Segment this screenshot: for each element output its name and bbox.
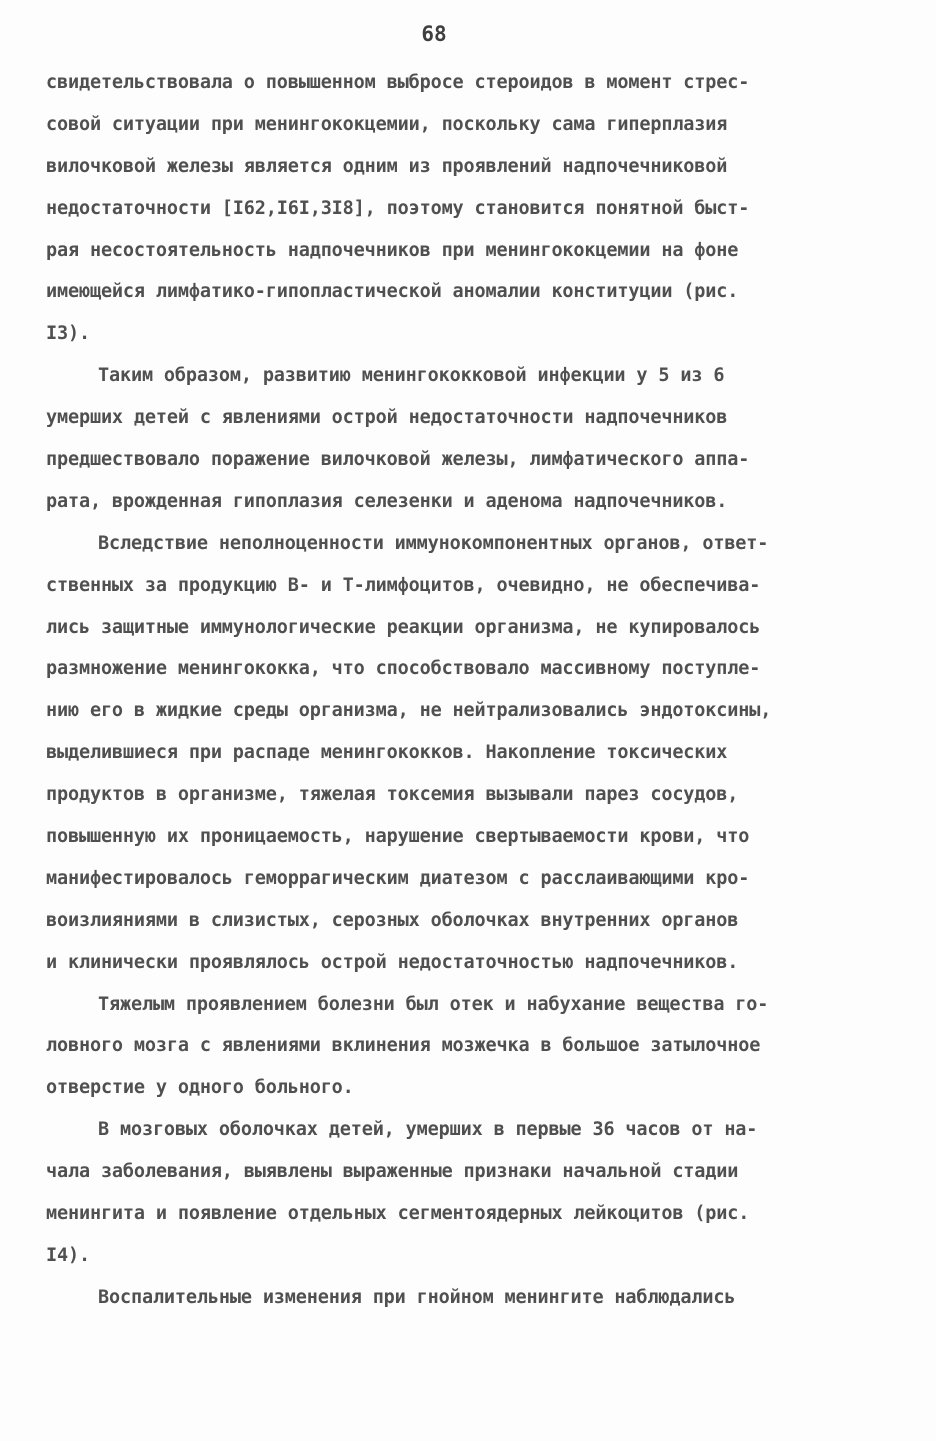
page-number: 68 — [421, 22, 447, 46]
text-line: имеющейся лимфатико-гипопластической аномалии конституции (рис. — [46, 281, 739, 303]
text-line: повышенную их проницаемость, нарушение свертываемости крови, что — [46, 826, 750, 848]
text-line: нию его в жидкие среды организма, не нейтрализовались эндотоксины, — [46, 700, 772, 722]
text-line: В мозговых оболочках детей, умерших в первые 36 часов от на- — [98, 1119, 758, 1141]
text-line: Воспалительные изменения при гнойном менингите наблюдались — [98, 1286, 736, 1308]
text-line: I3). — [46, 323, 90, 345]
text-line: отверстие у одного больного. — [46, 1077, 354, 1099]
text-line: ловного мозга с явлениями вклинения мозжечка в большое затылочное — [46, 1035, 761, 1057]
text-line: продуктов в организме, тяжелая токсемия вызывали парез сосудов, — [46, 784, 739, 806]
text-line: свидетельствовала о повышенном выбросе стероидов в момент стрес- — [46, 72, 750, 93]
text-line: лись защитные иммунологические реакции организма, не купировалось — [46, 616, 761, 638]
text-line: предшествовало поражение вилочковой железы, лимфатического аппа- — [46, 449, 750, 471]
text-line: и клинически проявлялось острой недостаточностью надпочечников. — [46, 951, 739, 973]
text-line: Вследствие неполноценности иммунокомпонентных органов, ответ- — [98, 532, 769, 554]
body-text — [46, 62, 896, 1319]
text-line: вилочковой железы является одним из проявлений надпочечниковой — [46, 155, 728, 177]
text-line: недостаточности [I62,I6I,3I8], поэтому становится понятной быст- — [46, 197, 750, 219]
text-line: менингита и появление отдельных сегментоядерных лейкоцитов (рис. — [46, 1203, 750, 1225]
text-line: Таким образом, развитию менингококковой инфекции у 5 из 6 — [98, 365, 725, 387]
text-line: I4). — [46, 1244, 90, 1266]
text-line: ственных за продукцию В- и Т-лимфоцитов, очевидно, не обеспечива- — [46, 574, 761, 596]
text-line: умерших детей с явлениями острой недостаточности надпочечников — [46, 407, 728, 429]
text-line: рата, врожденная гипоплазия селезенки и аденома надпочечников. — [46, 490, 728, 512]
text-line: размножение менингококка, что способствовало массивному поступле- — [46, 658, 761, 680]
text-line: совой ситуации при менингококцемии, поскольку сама гиперплазия — [46, 113, 728, 135]
text-line: Тяжелым проявлением болезни был отек и набухание вещества го- — [98, 993, 769, 1015]
text-line: рая несостоятельность надпочечников при менингококцемии на фоне — [46, 239, 739, 261]
text-line: выделившиеся при распаде менингококков. Накопление токсических — [46, 742, 728, 764]
text-line: манифестировалось геморрагическим диатезом с расслаивающими кро- — [46, 867, 750, 889]
text-line: воизлияниями в слизистых, серозных оболочках внутренних органов — [46, 909, 739, 931]
text-line: чала заболевания, выявлены выраженные признаки начальной стадии — [46, 1161, 739, 1183]
